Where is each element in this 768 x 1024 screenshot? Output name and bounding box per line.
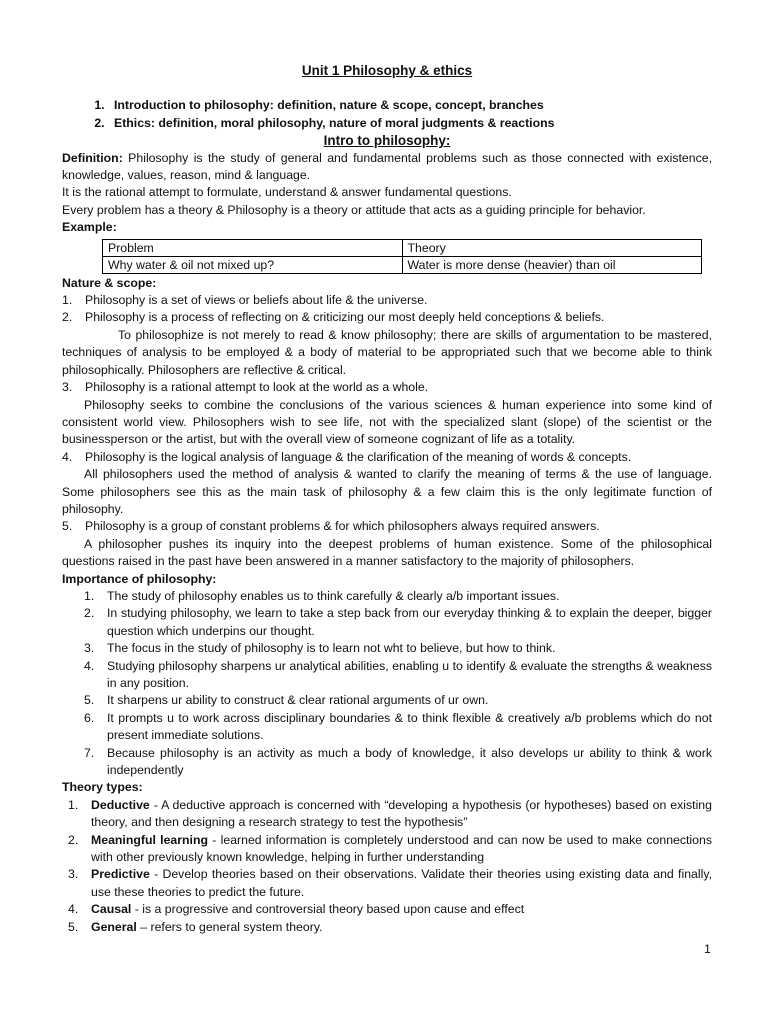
outline-item: 2. Ethics: definition, moral philosophy, nature of moral judgments & reactions <box>108 115 712 132</box>
definition-label: Definition: <box>62 150 123 165</box>
list-item <box>62 588 712 605</box>
item-text <box>91 919 712 936</box>
item-description: - learned information is completely understood and can now be used to make connections with other previously known knowledge, helping in further understanding <box>91 832 712 865</box>
nature-label: Nature & scope: <box>62 275 157 290</box>
item-paragraph: Philosophy seeks to combine the conclusions of the various sciences & human experience into some kind of consistent world view. Philosophers wish to see life, not with the specialized slant (slope) of the scientist or the businessperson or the artist, but with the overall view of someone cognizant of life as a totality. <box>62 397 712 447</box>
item-text: Philosophy is a process of reflecting on & criticizing our most deeply held conceptions & beliefs. <box>85 310 605 325</box>
item-text: It sharpens ur ability to construct & clear rational arguments of ur own. <box>107 693 489 708</box>
list-item <box>62 745 712 780</box>
item-term: Meaningful learning <box>91 832 208 847</box>
item-term: Causal <box>91 902 132 917</box>
item-number: 4. <box>68 902 79 917</box>
item-text <box>91 797 712 832</box>
item-number: 1. <box>68 797 79 812</box>
nature-list <box>62 292 712 571</box>
importance-label: Importance of philosophy: <box>62 571 217 586</box>
definition-text: Philosophy is the study of general and fundamental problems such as those connected with existence, knowledge, values, reason, mind & language. <box>62 150 712 183</box>
list-item <box>62 832 712 867</box>
item-text <box>91 866 712 901</box>
table-cell: Why water & oil not mixed up? <box>103 256 403 273</box>
item-paragraph: To philosophize is not merely to read & know philosophy; there are skills of argumentation to be mastered, techniques of analysis to be employed & a body of material to be appropriated such that we become able to think philosophically. Philosophers are reflective & critical. <box>62 327 712 377</box>
table-header-cell: Problem <box>103 239 403 256</box>
page-number: 1 <box>704 942 711 956</box>
item-number: 1. <box>62 293 73 308</box>
list-item <box>62 640 712 657</box>
item-term: General <box>91 919 137 934</box>
item-number: 5. <box>68 919 79 934</box>
item-text: Philosophy is a set of views or beliefs about life & the universe. <box>85 293 428 308</box>
item-term: Predictive <box>91 867 150 882</box>
example-table <box>102 239 702 274</box>
list-item <box>62 901 712 918</box>
item-number: 5. <box>62 519 73 534</box>
item-number: 1. <box>84 588 95 603</box>
importance-list <box>62 588 712 779</box>
list-item <box>62 710 712 745</box>
definition-paragraph <box>62 150 712 185</box>
table-header-cell: Theory <box>402 239 702 256</box>
list-item <box>62 919 712 936</box>
item-description: - Develop theories based on their observations. Validate their theories using existing data and finally, use these theories to predict the future. <box>91 867 712 899</box>
item-text: It prompts u to work across disciplinary boundaries & to think flexible & creatively a/b problems which do not present immediate solutions. <box>107 710 712 743</box>
item-number: 3. <box>62 380 73 395</box>
definition-line: Every problem has a theory & Philosophy is a theory or attitude that acts as a guiding principle for behavior. <box>62 202 646 217</box>
theory-types-label: Theory types: <box>62 780 143 795</box>
item-text <box>91 901 712 918</box>
item-text: In studying philosophy, we learn to take a step back from our everyday thinking & to explain the deeper, bigger question which underpins our thought. <box>107 606 712 638</box>
section-title: Intro to philosophy: <box>323 133 451 149</box>
item-number: 4. <box>84 658 95 673</box>
item-text <box>91 832 712 867</box>
item-number: 3. <box>68 867 79 882</box>
item-term: Deductive <box>91 797 150 812</box>
item-text: Philosophy is the logical analysis of language & the clarification of the meaning of words & concepts. <box>85 449 632 464</box>
document-page <box>62 62 712 936</box>
table-header-row <box>103 239 702 256</box>
item-text: The focus in the study of philosophy is to learn not wht to believe, but how to think. <box>107 641 556 656</box>
item-paragraph: A philosopher pushes its inquiry into the deepest problems of human existence. Some of the philosophical questions raised in the past have been answered in a manner satisfactory to the majority of philosophers. <box>62 536 712 569</box>
item-number: 6. <box>84 710 95 725</box>
list-item <box>62 292 712 309</box>
example-label: Example: <box>62 220 117 235</box>
table-row <box>103 256 702 273</box>
list-item <box>62 692 712 709</box>
item-description: - is a progressive and controversial theory based upon cause and effect <box>131 902 525 917</box>
item-text: Philosophy is a rational attempt to look at the world as a whole. <box>85 380 429 395</box>
list-item <box>62 658 712 693</box>
outline-item: 1. Introduction to philosophy: definition, nature & scope, concept, branches <box>108 97 712 114</box>
table-cell: Water is more dense (heavier) than oil <box>402 256 702 273</box>
item-number: 5. <box>84 693 95 708</box>
item-number: 2. <box>68 832 79 847</box>
item-text: The study of philosophy enables us to think carefully & clearly a/b important issues. <box>107 588 560 603</box>
list-item <box>62 518 712 535</box>
list-item <box>62 309 712 326</box>
theory-types-list <box>62 797 712 936</box>
list-item <box>62 379 712 396</box>
item-number: 3. <box>84 641 95 656</box>
item-number: 4. <box>62 449 73 464</box>
list-item <box>62 866 712 901</box>
list-item <box>62 797 712 832</box>
item-text: Studying philosophy sharpens ur analytical abilities, enabling u to identify & evaluate the strengths & weakness in any position. <box>107 658 712 690</box>
item-number: 2. <box>62 310 73 325</box>
item-number: 7. <box>84 745 95 760</box>
item-paragraph: All philosophers used the method of analysis & wanted to clarify the meaning of terms & the use of language. Some philosophers see this as the main task of philosophy & a few claim this is the only legitimate function of philosophy. <box>62 467 712 516</box>
item-description: - A deductive approach is concerned with “developing a hypothesis (or hypotheses) based on existing theory, and then designing a research strategy to test the hypothesis” <box>91 797 712 830</box>
list-item <box>62 605 712 640</box>
outline-list <box>62 97 712 132</box>
item-text: Because philosophy is an activity as much a body of knowledge, it also develops ur ability to think & work independently <box>107 745 712 778</box>
item-description: – refers to general system theory. <box>136 919 323 934</box>
list-item <box>62 449 712 466</box>
item-number: 2. <box>84 606 95 621</box>
item-text: Philosophy is a group of constant problems & for which philosophers always required answers. <box>85 519 600 534</box>
definition-line: It is the rational attempt to formulate, understand & answer fundamental questions. <box>62 185 512 200</box>
document-title: Unit 1 Philosophy & ethics <box>301 63 473 78</box>
